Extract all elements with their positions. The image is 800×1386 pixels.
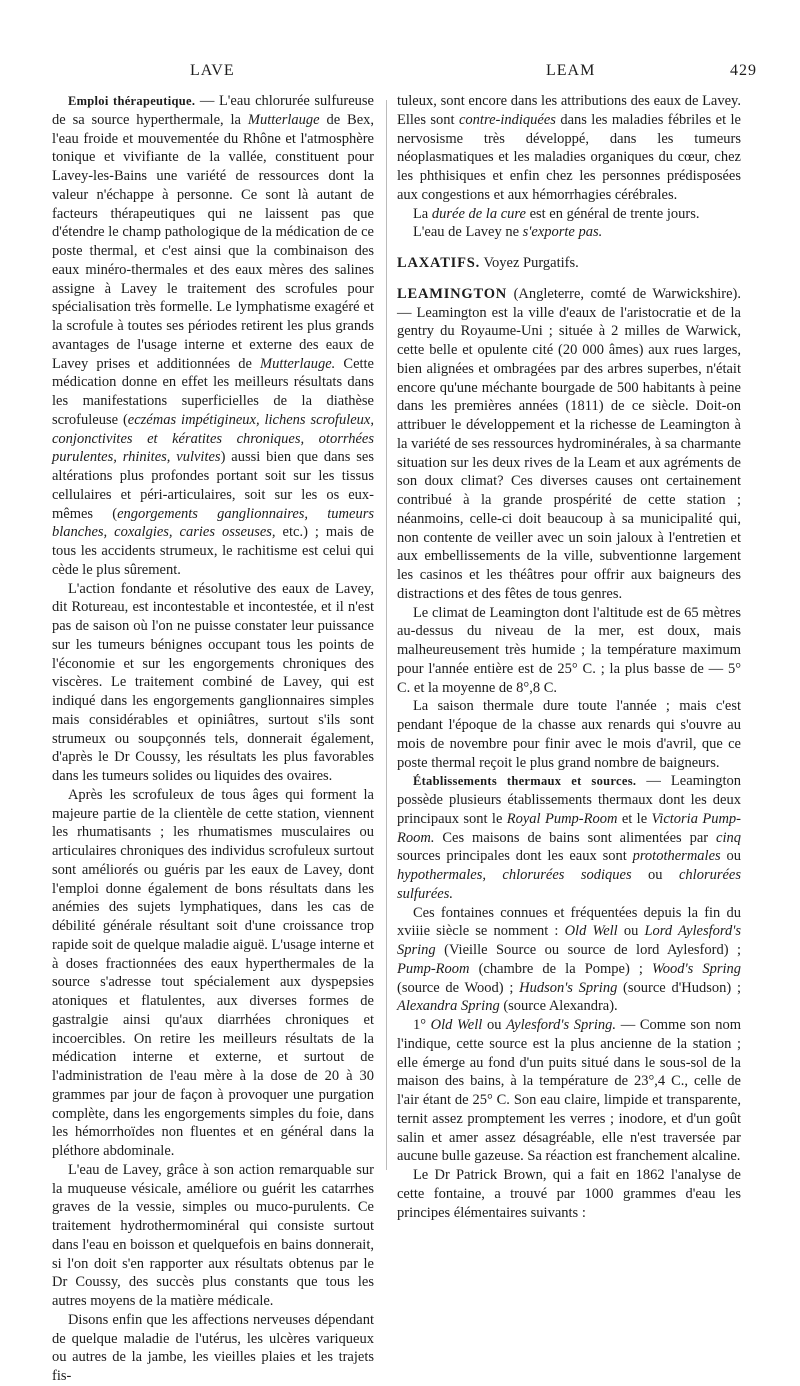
paragraph-old-well: 1° Old Well ou Aylesford's Spring. — Comme son nom l'indique, cette source est la plus ancienne de la station ; elle émerge au fond d'un puits situé dans le sous-sol de la maison des bains, à la température de 23°,4 C., celle de l'air étant de 25° C. Son eau claire, limpide et transparente, ternit assez promptement les verres ; inodore, et d'un goût salin et amer assez désagréable, elle n'est traversée par aucune bulle gazeuse. Sa réaction est franchement alcaline. [397, 1017, 741, 1165]
paragraph-affections-nerveuses: Disons enfin que les affections nerveuses dépendant de quelque maladie de l'utérus, les ulcères variqueux ou autres de la jambe, les vieilles plaies et les trajets fis- [52, 1311, 374, 1384]
entry-laxatifs: LAXATIFS. Voyez Purgatifs. [397, 255, 579, 271]
page-number: 429 [730, 62, 757, 79]
entry-leamington: LEAMINGTON (Angleterre, comté de Warwickshire). — Leamington est la ville d'eaux de l'aristocratie et de la gentry du Royaume-Uni ; située à 2 milles de Warwick, cette belle et opulente cité (20 000 âmes) aux rues larges, bien alignées et ombragées par des arbres superbes, n'était encore qu'une méchante bourgade de 500 habitants à peine dans les premières années (1811) de ce siècle. Doit-on attribuer le développement et la richesse de Leamington à la variété de ses ressources hydrominérales, à sa charmante situation sur les deux rives de la Leam et aux agréments de son doux climat? Ces diverses causes ont certainement contribué à la grande prospérité de cette station ; néanmoins, celle-ci doit beaucoup à sa municipalité qui, non contente de veiller avec un soin jaloux à l'entretien et aux embellissements de la ville, subventionne largement les casinos et les théâtres pour offrir aux baigneurs des distractions et des fêtes de tous genres. [397, 285, 741, 602]
paragraph-patrick-brown: Le Dr Patrick Brown, qui a fait en 1862 l'analyse de cette fontaine, a trouvé par 1000 grammes d'eau les principes élémentaires suivants : [397, 1167, 741, 1221]
running-head-left: LAVE [190, 62, 235, 79]
section-heading-etablissements: Établissements thermaux et sources. [412, 774, 637, 789]
column-divider [386, 100, 387, 1170]
paragraph-etablissements: Établissements thermaux et sources. — Leamington possède plusieurs établissements thermaux dont les deux principaux sont le Royal Pump-Room et le Victoria Pump-Room. Ces maisons de bains sont alimentées par cinq sources principales dont les eaux sont protothermales ou hypothermales, chlorurées sodiques ou chlorurées sulfurées. [397, 773, 741, 902]
entry-heading-leamington: LEAMINGTON [397, 285, 508, 302]
paragraph-emploi-therapeutique: Emploi thérapeutique. — L'eau chlorurée sulfureuse de sa source hyperthermale, la Mutterlauge de Bex, l'eau froide et mouvementée du Rhône et l'atmosphère tonique et vivifiante de la vallée, constituent pour Lavey-les-Bains une variété de ressources dont la valeur n'échappe à personne. Ce sont là autant de facteurs thérapeutiques qui ne laissent pas que d'étendre le champ pathologique de la médication de ce poste thermal, et c'est ainsi que la combinaison des eaux minéro-thermales et des eaux mères des salines assigne à Lavey le traitement des scrofules pour spécialisation très formelle. Le lymphatisme exagéré et la scrofule à toutes ses périodes retirent les plus grands avantages de l'usage interne et externe des eaux de Lavey prises et additionnées de Mutterlauge. Cette médication donne en effet les meilleurs résultats dans les manifestations superficielles de la diathèse scrofuleuse (eczémas impétigineux, lichens scrofuleux, conjonctivites et kératites chroniques, otorrhées purulentes, rhinites, vulvites) aussi bien que dans ses altérations plus profondes portant soit sur les tissus cellulaires et péri-articulaires, soit sur les os eux-mêmes (engorgements ganglionnaires, tumeurs blanches, coxalgies, caries osseuses, etc.) ; mais de tous les accidents strumeux, le rachitisme est celui qui cède le plus sûrement. [52, 93, 375, 578]
paragraph-action-fondante: L'action fondante et résolutive des eaux de Lavey, dit Rotureau, est incontestable et incontestée, et il n'est pas de saison où l'on ne puisse constater leur puissance sur les tumeurs bénignes occupant tous les points de l'économie et sur les engorgements chroniques des viscères. Le traitement combiné de Lavey, qui est indiqué dans les engorgements ganglionnaires simples mais considérables et opiniâtres, surtout s'ils sont strumeux ou soupçonnés tels, donnerait également, d'après le Dr Coussy, les résultats les plus favorables dans les tumeurs solides ou liquides des ovaires. [52, 580, 374, 784]
paragraph-contre-indications: tuleux, sont encore dans les attributions des eaux de Lavey. Elles sont contre-indiquées dans les maladies fébriles et le nervosisme très développé, dans les tumeurs néoplasmatiques et les maladies organiques du cœur, chez les phthisiques et enfin chez les personnes prédisposées aux congestions et aux hémorrhagies cérébrales. [397, 93, 741, 203]
paragraph-scrofuleux: Après les scrofuleux de tous âges qui forment la majeure partie de la clientèle de cette station, viennent les rhumatisants ; les rhumatismes musculaires ou articulaires chroniques des individus scrofuleux surtout sont améliorés ou guéris par les eaux de Lavey, dont l'emploi donne également de bons résultats dans les anémies des sujets lymphatiques, dans les cas de débilité générale résultant soit d'une croissance trop rapide soit de quelque maladie aiguë. L'usage interne et à doses fractionnées des eaux hyperthermales de la source s'adresse tout spécialement aux dyspepsies atoniques et flatulentes, aux diverses formes de gastralgie ainsi qu'aux diarrhées chroniques et incoercibles. On retire les meilleurs résultats de la médication interne et externe, et surtout de l'administration de l'eau mère à la dose de 20 à 30 grammes par jour de façon à provoquer une purgation complète, dans les engorgements simples du foie, dans les hémorrhoïdes non fluentes et en général dans la pléthore abdominale. [52, 786, 374, 1159]
paragraph-climat: Le climat de Leamington dont l'altitude est de 65 mètres au-dessus du niveau de la mer, est doux, mais malheureusement très humide ; la température maximum pour l'année entière est de 25° C. ; la plus basse de — 5° C. et la moyenne de 8°,8 C. [397, 604, 741, 696]
paragraph-exportation: L'eau de Lavey ne s'exporte pas. [412, 224, 603, 241]
paragraph-saison-thermale: La saison thermale dure toute l'année ; mais c'est pendant l'époque de la chasse aux renards qui s'ouvre au mois de novembre pour finir avec le mois d'avril, que ce poste thermal reçoit le plus grand nombre de baigneurs. [397, 698, 741, 771]
running-head-right: LEAM [546, 62, 596, 79]
paragraph-duree-cure: La durée de la cure est en général de trente jours. [412, 205, 700, 222]
running-header [0, 62, 800, 86]
left-column [52, 92, 374, 1386]
right-column [397, 92, 741, 1222]
entry-heading-laxatifs: LAXATIFS. [397, 255, 481, 271]
paragraph-fontaines: Ces fontaines connues et fréquentées depuis la fin du xviiie siècle se nomment : Old Well ou Lord Aylesford's Spring (Vieille Source ou source de lord Aylesford) ; Pump-Room (chambre de la Pompe) ; Wood's Spring (source de Wood) ; Hudson's Spring (source d'Hudson) ; Alexandra Spring (source Alexandra). [397, 904, 741, 1015]
paragraph-muqueuse-vesicale: L'eau de Lavey, grâce à son action remarquable sur la muqueuse vésicale, améliore ou guérit les catarrhes graves de la vessie, simples ou muco-purulents. Ce traitement hydrothermominéral qui consiste surtout dans l'eau en boisson et quelquefois en bains donnerait, si l'on doit s'en rapporter aux résultats obtenus par le Dr Coussy, des succès plus constants que tous les autres moyens de la matière médicale. [52, 1161, 374, 1309]
section-heading-emploi: Emploi thérapeutique. [67, 94, 196, 108]
